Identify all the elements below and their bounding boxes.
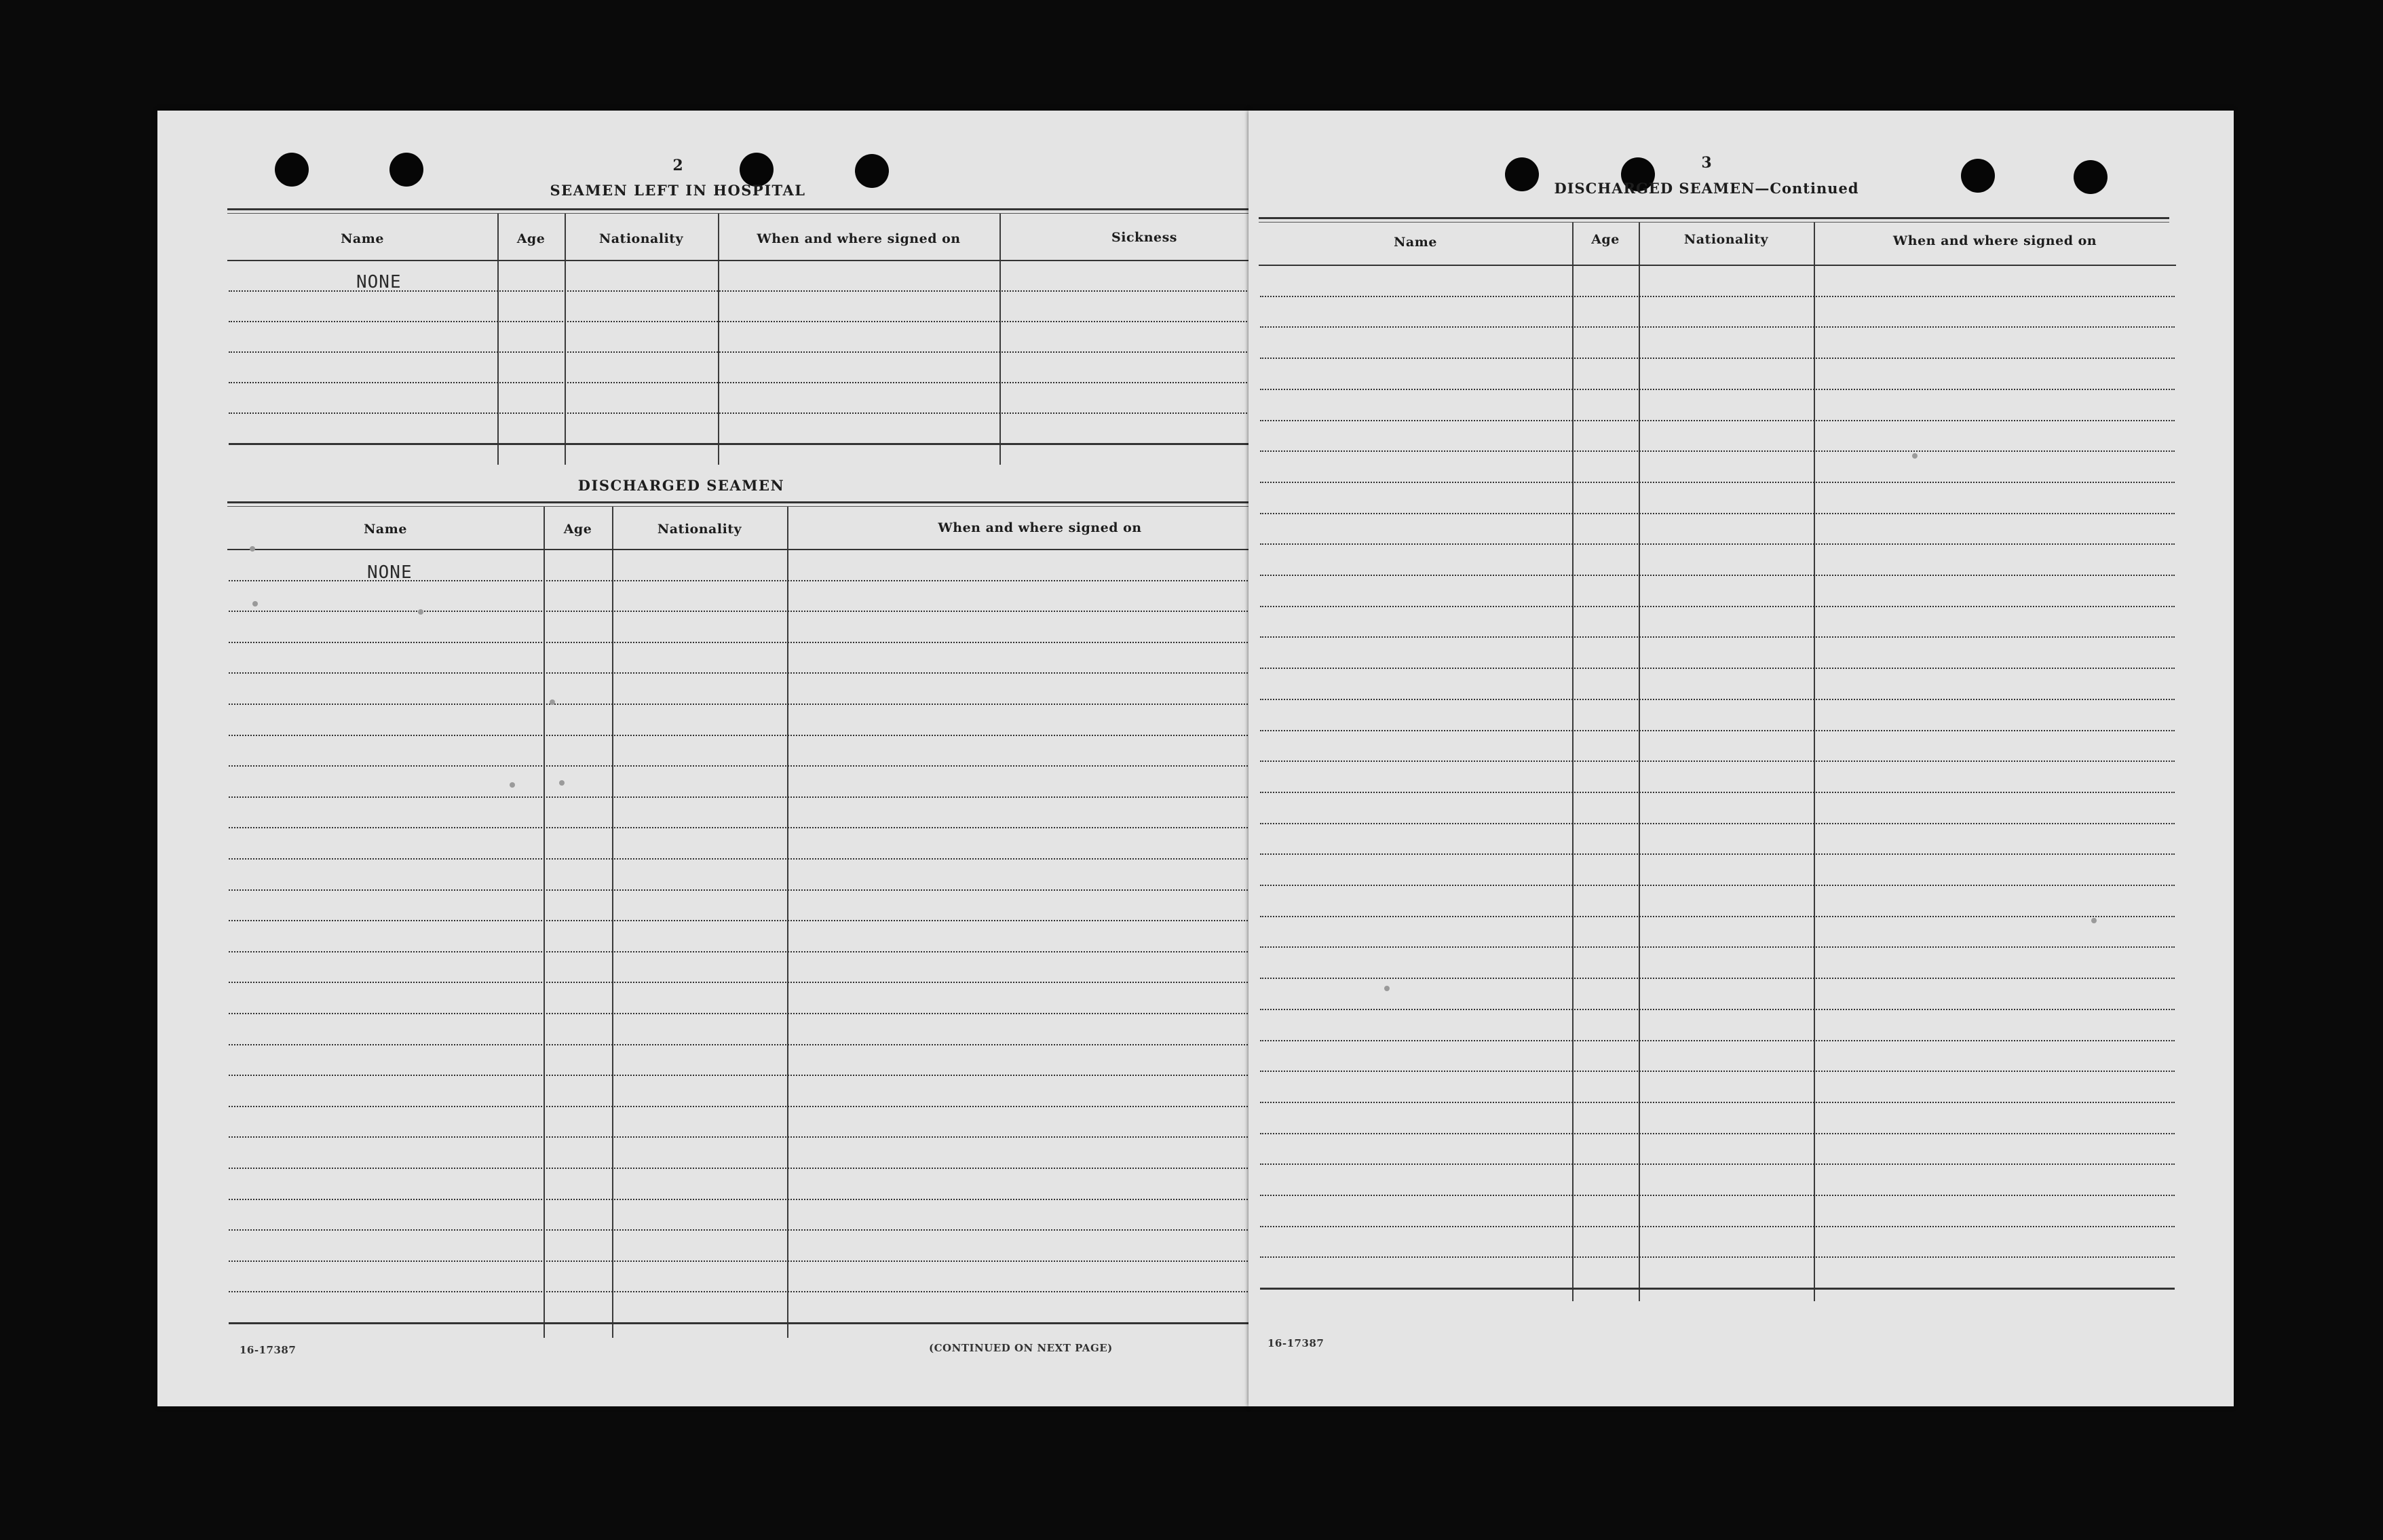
row-rule xyxy=(229,1075,1291,1076)
row-rule xyxy=(229,982,1291,983)
row-rule xyxy=(229,321,1288,322)
paper-speck xyxy=(250,546,255,552)
row-rule xyxy=(1260,1288,2175,1290)
paper-speck xyxy=(1912,453,1918,459)
paper-speck xyxy=(2091,918,2097,923)
column-header-when-where: When and where signed on xyxy=(757,231,961,246)
hospital-table xyxy=(227,214,1289,465)
hospital-section-title: SEAMEN LEFT IN HOSPITAL xyxy=(550,182,806,199)
row-rule xyxy=(1260,916,2175,917)
row-rule xyxy=(229,290,1288,292)
row-rule xyxy=(229,1013,1291,1014)
row-rule xyxy=(1260,450,2175,452)
row-rule xyxy=(229,704,1291,705)
row-rule xyxy=(1260,823,2175,824)
page-number: 3 xyxy=(1701,154,1712,172)
discharged-continued-title: DISCHARGED SEAMEN—Continued xyxy=(1554,180,1859,197)
row-rule xyxy=(1260,326,2175,328)
column-divider xyxy=(544,507,545,1338)
row-rule xyxy=(229,1229,1291,1231)
row-rule xyxy=(1260,1195,2175,1196)
row-rule xyxy=(229,1136,1291,1138)
left-page xyxy=(157,111,1248,1406)
row-rule xyxy=(1260,482,2175,483)
row-rule xyxy=(229,580,1291,581)
punch-hole xyxy=(2074,160,2108,194)
row-rule xyxy=(1260,389,2175,390)
title-rule xyxy=(227,208,1289,210)
paper-speck xyxy=(510,782,515,788)
paper-speck xyxy=(1384,986,1390,991)
row-rule xyxy=(1260,853,2175,855)
row-rule xyxy=(1260,358,2175,359)
row-rule xyxy=(229,611,1291,612)
column-header-age: Age xyxy=(1591,232,1620,247)
row-rule xyxy=(229,1106,1291,1107)
row-rule xyxy=(1260,636,2175,638)
row-rule xyxy=(1260,1040,2175,1041)
paper-speck xyxy=(550,699,555,705)
row-rule xyxy=(229,1322,1291,1324)
right-page xyxy=(1248,111,2234,1406)
discharged-table xyxy=(227,507,1293,1338)
row-rule xyxy=(1260,946,2175,948)
row-rule xyxy=(229,382,1288,383)
row-rule xyxy=(1260,1163,2175,1165)
row-rule xyxy=(229,735,1291,736)
punch-hole xyxy=(389,153,423,187)
column-divider xyxy=(497,214,499,465)
column-header-age: Age xyxy=(516,231,546,246)
header-rule xyxy=(1259,265,2176,266)
form-number: 16-17387 xyxy=(240,1344,297,1356)
row-rule xyxy=(1260,1102,2175,1103)
row-rule xyxy=(229,1260,1291,1262)
row-rule xyxy=(1260,1256,2175,1258)
row-rule xyxy=(1260,420,2175,421)
row-rule xyxy=(229,951,1291,952)
title-rule xyxy=(1259,217,2169,219)
column-header-when-where: When and where signed on xyxy=(1892,233,2097,248)
row-rule xyxy=(1260,575,2175,576)
row-rule xyxy=(1260,978,2175,979)
row-rule xyxy=(1260,668,2175,669)
row-rule xyxy=(1260,1226,2175,1227)
column-header-name: Name xyxy=(1394,235,1437,250)
column-header-name: Name xyxy=(341,231,384,246)
row-rule xyxy=(1260,606,2175,607)
paper-speck xyxy=(252,601,258,607)
row-rule xyxy=(229,858,1291,860)
row-rule xyxy=(229,642,1291,643)
column-divider xyxy=(787,507,788,1338)
row-rule xyxy=(1260,1133,2175,1134)
column-divider xyxy=(999,214,1001,465)
paper-speck xyxy=(559,780,565,786)
column-header-age: Age xyxy=(563,522,592,537)
row-rule xyxy=(1260,761,2175,762)
row-rule xyxy=(229,765,1291,767)
page-number: 2 xyxy=(672,157,683,174)
punch-hole xyxy=(1961,159,1995,193)
form-number: 16-17387 xyxy=(1267,1337,1324,1349)
row-rule xyxy=(229,920,1291,921)
row-rule xyxy=(229,412,1288,414)
row-rule xyxy=(1260,885,2175,886)
row-rule xyxy=(229,443,1288,445)
continued-note: (CONTINUED ON NEXT PAGE) xyxy=(929,1342,1113,1354)
column-header-name: Name xyxy=(364,522,407,537)
row-rule xyxy=(229,1199,1291,1200)
row-rule xyxy=(1260,296,2175,297)
punch-hole xyxy=(275,153,309,187)
discharged-section-title: DISCHARGED SEAMEN xyxy=(577,477,785,494)
row-rule xyxy=(1260,1009,2175,1010)
paper-speck xyxy=(418,609,423,615)
column-header-sickness: Sickness xyxy=(1111,230,1177,245)
row-rule xyxy=(229,1168,1291,1169)
row-rule xyxy=(1260,730,2175,731)
column-header-nationality: Nationality xyxy=(598,231,684,246)
row-rule xyxy=(229,827,1291,828)
column-header-nationality: Nationality xyxy=(1683,232,1769,247)
row-rule xyxy=(1260,792,2175,793)
column-divider xyxy=(565,214,566,465)
column-divider xyxy=(612,507,613,1338)
row-rule xyxy=(229,351,1288,353)
row-rule xyxy=(229,672,1291,674)
title-rule xyxy=(227,501,1289,503)
column-header-when-where: When and where signed on xyxy=(938,520,1142,535)
row-rule xyxy=(1260,699,2175,700)
row-rule xyxy=(1260,1071,2175,1072)
discharged-continued-table xyxy=(1259,223,2176,1339)
column-divider xyxy=(718,214,719,465)
row-rule xyxy=(229,889,1291,891)
row-rule xyxy=(1260,513,2175,514)
header-rule xyxy=(227,549,1293,550)
row-rule xyxy=(229,796,1291,798)
header-rule xyxy=(227,260,1289,261)
row-rule xyxy=(229,1291,1291,1292)
column-header-nationality: Nationality xyxy=(657,522,742,537)
discharged-entry: NONE xyxy=(367,562,413,583)
row-rule xyxy=(1260,543,2175,545)
row-rule xyxy=(229,1044,1291,1045)
hospital-entry: NONE xyxy=(356,272,402,292)
